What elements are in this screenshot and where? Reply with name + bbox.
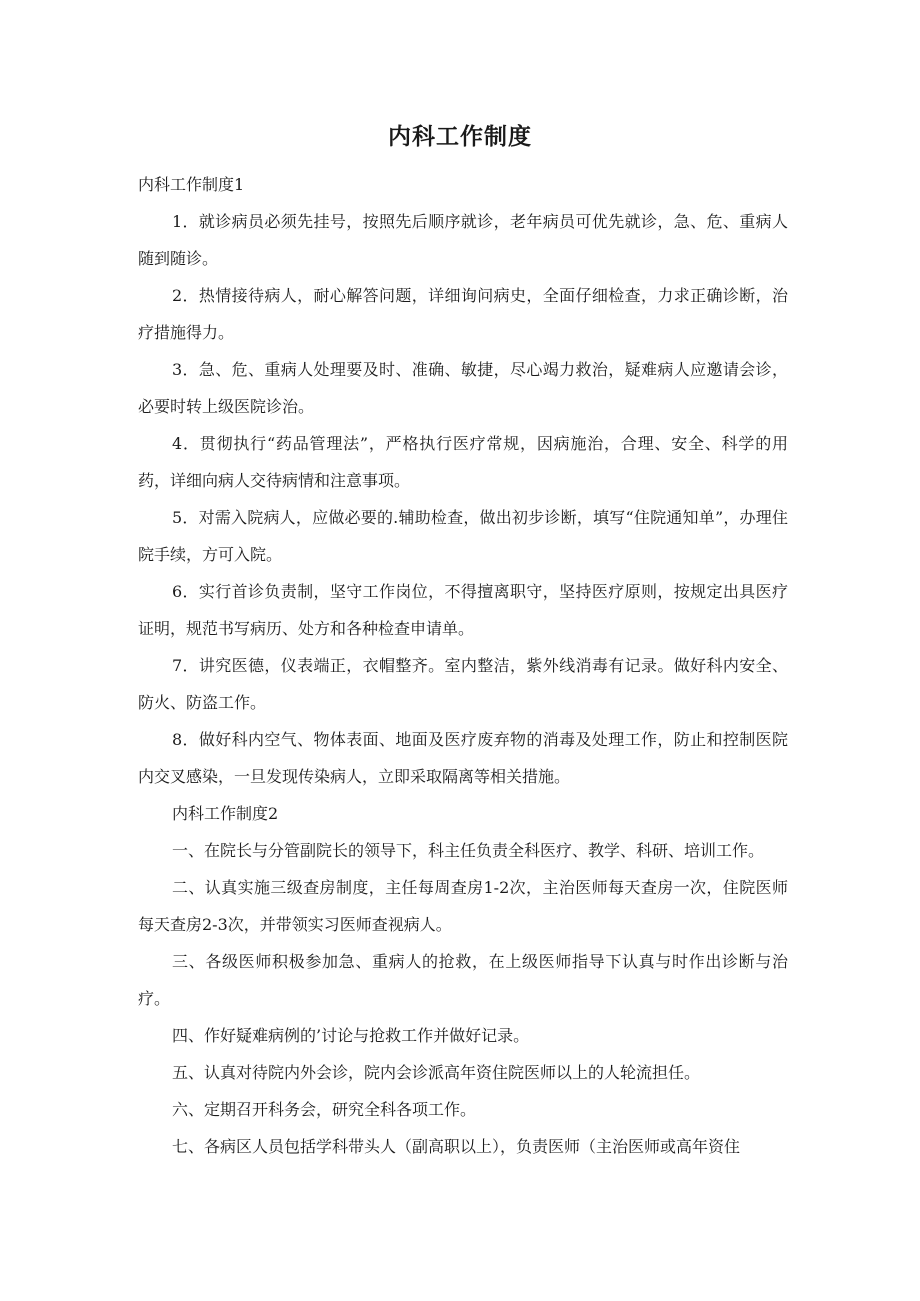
rule-item-7: 7．讲究医德，仪表端正，衣帽整齐。室内整洁，紫外线消毒有记录。做好科内安全、防火、防盗工作。	[138, 656, 788, 712]
rule-item-1: 1．就诊病员必须先挂号，按照先后顺序就诊，老年病员可优先就诊，急、危、重病人随到随诊。	[138, 212, 788, 268]
rule-item-11: 三、各级医师积极参加急、重病人的抢救，在上级医师指导下认真与时作出诊断与治疗。	[138, 952, 788, 1008]
rule-item-12: 四、作好疑难病例的’讨论与抢救工作并做好记录。	[172, 1026, 530, 1045]
rule-item-9: 一、在院长与分管副院长的领导下，科主任负责全科医疗、教学、科研、培训工作。	[172, 841, 765, 860]
rule-item-6: 6．实行首诊负责制，坚守工作岗位，不得擅离职守，坚持医疗原则，按规定出具医疗证明，规范书写病历、处方和各种检查申请单。	[138, 582, 788, 638]
rule-item-2: 2．热情接待病人，耐心解答问题，详细询问病史，全面仔细检查，力求正确诊断，治疗措施得力。	[138, 286, 788, 342]
document-title: 内科工作制度	[388, 124, 532, 150]
rule-item-14: 六、定期召开科务会，研究全科各项工作。	[172, 1100, 477, 1119]
rule-item-13: 五、认真对待院内外会诊，院内会诊派高年资住院医师以上的人轮流担任。	[172, 1063, 701, 1082]
section-heading-2: 内科工作制度2	[172, 804, 279, 823]
rule-item-4: 4．贯彻执行“药品管理法”，严格执行医疗常规，因病施治，合理、安全、科学的用药，详细向病人交待病情和注意事项。	[138, 434, 788, 490]
rule-item-15: 七、各病区人员包括学科带头人（副高职以上），负责医师（主治医师或高年资住	[172, 1137, 741, 1156]
rule-item-8: 8．做好科内空气、物体表面、地面及医疗废弃物的消毒及处理工作，防止和控制医院内交叉感染，一旦发现传染病人，立即采取隔离等相关措施。	[138, 730, 788, 786]
rule-item-5: 5．对需入院病人，应做必要的.辅助检查，做出初步诊断，填写“住院通知单”，办理住院手续，方可入院。	[138, 508, 788, 564]
rule-item-10: 二、认真实施三级查房制度，主任每周查房1-2次，主治医师每天查房一次，住院医师每天查房2-3次，并带领实习医师查视病人。	[138, 878, 788, 934]
section-heading-1: 内科工作制度1	[138, 175, 245, 194]
rule-item-3: 3．急、危、重病人处理要及时、准确、敏捷，尽心竭力救治，疑难病人应邀请会诊，必要时转上级医院诊治。	[138, 360, 788, 416]
